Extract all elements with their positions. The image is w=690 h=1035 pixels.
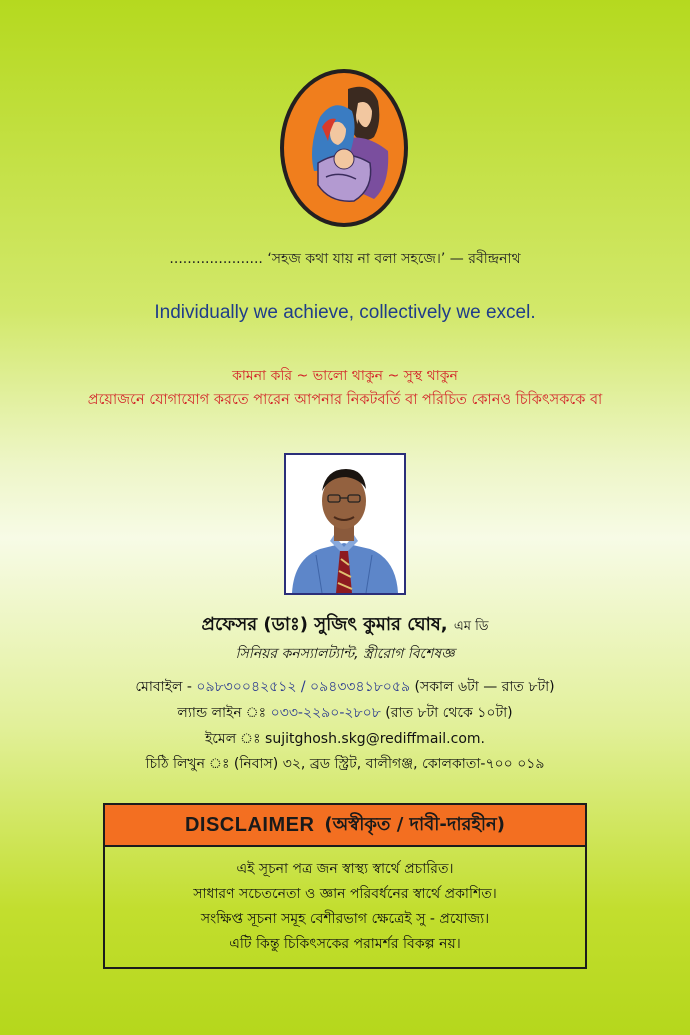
doctor-name — [0, 610, 690, 641]
disclaimer-box — [103, 803, 587, 969]
disclaimer-header — [105, 805, 585, 847]
mobile-numbers: ০৯৮৩০০৪২৫১২ / ০৯৪৩৩৪১৮০৫৯ — [196, 679, 411, 695]
motto: Individually we achieve, collectively we excel. — [154, 302, 536, 323]
landline-hours: (রাত ৮টা থেকে ১০টা) — [380, 705, 513, 721]
doctor-photo — [284, 453, 406, 595]
disclaimer-title: DISCLAIMER — [184, 813, 315, 836]
email-label: ইমেল ঃ — [205, 731, 266, 747]
mobile-label: মোবাইল - — [135, 679, 197, 695]
disclaimer-subtitle: (অস্বীকৃত / দাবী-দারহীন) — [324, 813, 506, 835]
doctor-degree: এম ডি — [453, 619, 489, 634]
holy-family-logo — [278, 67, 410, 229]
email-address[interactable]: sujitghosh.skg@rediffmail.com. — [265, 731, 485, 747]
doctor-name-text: প্রফেসর (ডাঃ) সুজিৎ কুমার ঘোষ, — [201, 614, 448, 635]
landline-number: ০৩৩-২২৯০-২৮০৮ — [270, 705, 381, 721]
mobile-line — [0, 675, 690, 699]
disclaimer-line: এটি কিন্তু চিকিৎসকের পরামর্শর বিকল্প নয়। — [229, 936, 461, 952]
wishes-line: কামনা করি ~ ভালো থাকুন ~ সুস্থ থাকুন — [232, 368, 458, 384]
disclaimer-line: এই সূচনা পত্র জন স্বাস্থ্য স্বার্থে প্রচারিত। — [236, 861, 454, 877]
tagore-quote: ..................... ‘সহজ কথা যায় না বলা সহজে।’ — রবীন্দ্রনাথ — [169, 251, 521, 267]
landline-label: ল্যান্ড লাইন ঃ — [177, 705, 271, 721]
email-line — [0, 727, 690, 751]
disclaimer-line: সংক্ষিপ্ত সূচনা সমূহ বেশীরভাগ ক্ষেত্রেই সু - প্রযোজ্য। — [200, 911, 490, 927]
postal-address: চিঠি লিখুন ঃ (নিবাস) ৩২, ব্রড স্ট্রিট, বালীগঞ্জ, কোলকাতা-৭০০ ০১৯ — [145, 756, 545, 772]
disclaimer-line: সাধারণ সচেতনেতা ও জ্ঞান পরিবর্ধনের স্বার্থে প্রকাশিত। — [193, 886, 497, 902]
mobile-hours: (সকাল ৬টা — রাত ৮টা) — [410, 679, 555, 695]
disclaimer-body — [105, 847, 585, 957]
doctor-title: সিনিয়র কনস্যালট্যান্ট, স্ত্রীরোগ বিশেষজ্ঞ — [235, 646, 455, 662]
contact-advice: প্রয়োজনে যোগাযোগ করতে পারেন আপনার নিকটবর্তি বা পরিচিত কোনও চিকিৎসককে বা — [87, 392, 603, 408]
landline-line — [0, 701, 690, 725]
